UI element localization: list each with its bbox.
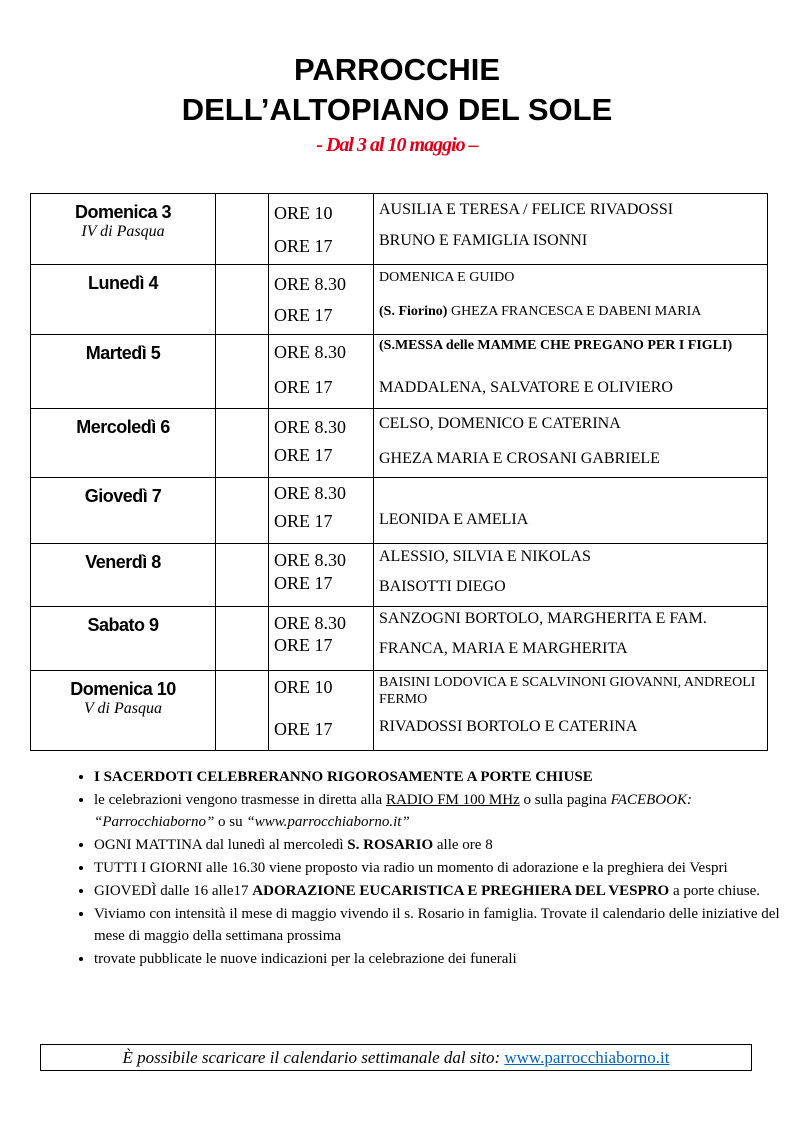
mass-intention: MADDALENA, SALVATORE E OLIVIERO — [379, 379, 673, 396]
mass-time: ORE 10 — [274, 203, 333, 223]
empty-cell — [216, 194, 269, 265]
list-item: • TUTTI I GIORNI alle 16.30 viene proposto via radio un momento di adorazione e la preghiera dei Vespri — [94, 857, 784, 879]
day-label: Venerdì 8 — [85, 552, 161, 572]
mass-time: ORE 17 — [274, 305, 333, 325]
footer-text: È possibile scaricare il calendario settimanale dal sito: — [122, 1048, 501, 1067]
day-label: Domenica 3 — [74, 202, 172, 222]
mass-intention: BAISINI LODOVICA E SCALVINONI GIOVANNI, ANDREOLI FERMO — [379, 675, 756, 707]
mass-time: ORE 17 — [274, 719, 333, 739]
mass-intention: BRUNO E FAMIGLIA ISONNI — [379, 232, 588, 249]
empty-cell — [216, 335, 269, 409]
mass-schedule-table — [30, 193, 768, 751]
table-row — [31, 671, 768, 751]
mass-intention: CELSO, DOMENICO E CATERINA — [379, 415, 621, 432]
date-range-subtitle: - Dal 3 al 10 maggio – — [316, 134, 478, 156]
list-item: • GIOVEDÌ dalle 16 alle17 ADORAZIONE EUCARISTICA E PREGHIERA DEL VESPRO a porte chiuse. — [94, 880, 784, 902]
day-label: Sabato 9 — [87, 615, 159, 635]
mass-intention: SANZOGNI BORTOLO, MARGHERITA E FAM. — [379, 610, 707, 627]
empty-cell — [216, 478, 269, 544]
mass-time: ORE 17 — [274, 236, 333, 256]
website-mention: “www.parrocchiaborno.it” — [246, 814, 410, 830]
notices-list — [72, 766, 784, 971]
day-label: Giovedì 7 — [84, 486, 162, 506]
mass-time: ORE 17 — [274, 511, 333, 531]
mass-intention: LEONIDA E AMELIA — [379, 511, 529, 528]
mass-time: ORE 17 — [274, 573, 333, 593]
mass-intention: AUSILIA E TERESA / FELICE RIVADOSSI — [379, 201, 674, 218]
empty-cell — [216, 409, 269, 478]
mass-intention: FRANCA, MARIA E MARGHERITA — [379, 640, 628, 657]
table-row — [31, 544, 768, 607]
website-link[interactable]: www.parrocchiaborno.it — [504, 1048, 670, 1067]
table-row — [31, 194, 768, 265]
list-item: • le celebrazioni vengono trasmesse in diretta alla RADIO FM 100 MHz o sulla pagina FACEBOOK: “Parrocchiaborno” o su “www.parrocchiaborno.it” — [94, 789, 784, 833]
day-label: Mercoledì 6 — [76, 417, 170, 437]
empty-cell — [216, 544, 269, 607]
mass-time: ORE 8.30 — [274, 483, 346, 503]
mass-time: ORE 10 — [274, 677, 333, 697]
day-label: Domenica 10 — [70, 679, 176, 699]
table-row — [31, 335, 768, 409]
liturgical-subtitle: V di Pasqua — [84, 700, 162, 717]
mass-time: ORE 17 — [274, 377, 333, 397]
table-row — [31, 478, 768, 544]
mass-intention: DOMENICA E GUIDO — [379, 270, 515, 285]
day-label: Martedì 5 — [85, 343, 161, 363]
table-row — [31, 265, 768, 335]
empty-cell — [216, 671, 269, 751]
table-row — [31, 409, 768, 478]
list-item: • Viviamo con intensità il mese di maggio vivendo il s. Rosario in famiglia. Trovate il calendario delle iniziative del mese di maggio della settimana prossima — [94, 903, 784, 947]
page-title-line2: DELL’ALTOPIANO DEL SOLE — [181, 92, 613, 127]
empty-cell — [216, 607, 269, 671]
mass-intention: BAISOTTI DIEGO — [379, 578, 506, 595]
mass-time: ORE 8.30 — [274, 550, 346, 570]
mass-time: ORE 17 — [274, 635, 333, 655]
day-label: Lunedì 4 — [87, 273, 158, 293]
mass-time: ORE 8.30 — [274, 274, 346, 294]
table-row — [31, 607, 768, 671]
mass-time: ORE 8.30 — [274, 417, 346, 437]
mass-time: ORE 8.30 — [274, 613, 346, 633]
list-item: • I SACERDOTI CELEBRERANNO RIGOROSAMENTE A PORTE CHIUSE — [94, 766, 784, 788]
mass-intention: GHEZA MARIA E CROSANI GABRIELE — [379, 450, 660, 467]
mass-time: ORE 8.30 — [274, 342, 346, 362]
list-item: • OGNI MATTINA dal lunedì al mercoledì S. ROSARIO alle ore 8 — [94, 834, 784, 856]
mass-time: ORE 17 — [274, 445, 333, 465]
church-name: (S. Fiorino) — [379, 304, 448, 319]
mass-intention: ALESSIO, SILVIA E NIKOLAS — [379, 548, 591, 565]
special-mass-note: (S.MESSA delle MAMME CHE PREGANO PER I FIGLI) — [379, 338, 733, 353]
radio-frequency: RADIO FM 100 MHz — [385, 792, 520, 808]
mass-intention: GHEZA FRANCESCA E DABENI MARIA — [450, 304, 702, 319]
liturgical-subtitle: IV di Pasqua — [81, 223, 165, 240]
download-footer — [40, 1044, 752, 1071]
facebook-page: FACEBOOK: “Parrocchiaborno” — [94, 792, 692, 830]
list-item: • trovate pubblicate le nuove indicazioni per la celebrazione dei funerali — [94, 948, 784, 970]
mass-intention: RIVADOSSI BORTOLO E CATERINA — [379, 718, 638, 735]
empty-cell — [216, 265, 269, 335]
page-title-line1: PARROCCHIE — [293, 52, 501, 87]
